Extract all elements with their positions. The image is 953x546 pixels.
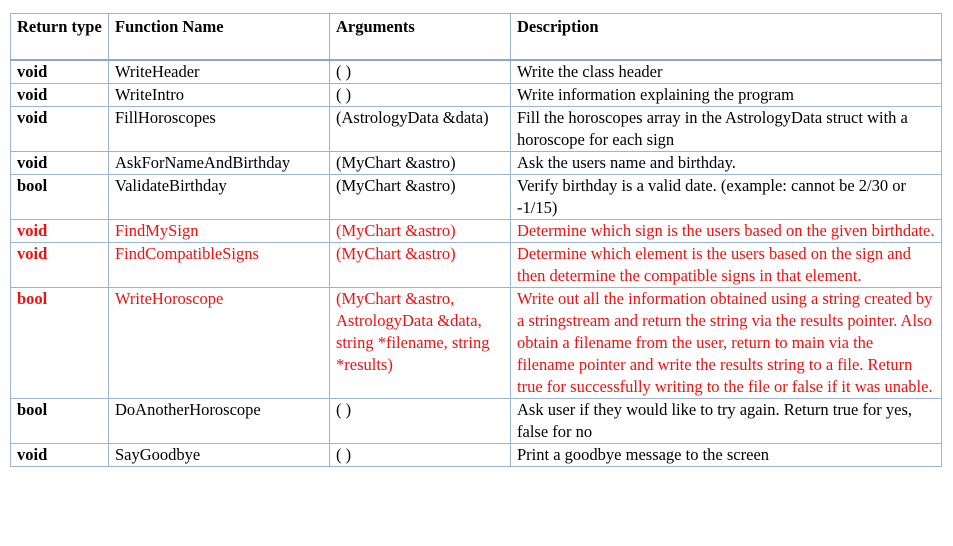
cell-description: Ask the users name and birthday. bbox=[511, 151, 942, 174]
cell-arguments: ( ) bbox=[330, 398, 511, 443]
cell-return-type: bool bbox=[11, 287, 109, 398]
table-row bbox=[11, 242, 942, 287]
cell-arguments: (MyChart &astro, AstrologyData &data, string *filename, string *results) bbox=[330, 287, 511, 398]
cell-arguments: (MyChart &astro) bbox=[330, 242, 511, 287]
header-return-type: Return type bbox=[11, 14, 109, 60]
header-row bbox=[11, 14, 942, 60]
table-row bbox=[11, 151, 942, 174]
header-arguments: Arguments bbox=[330, 14, 511, 60]
cell-return-type: void bbox=[11, 443, 109, 466]
cell-arguments: ( ) bbox=[330, 443, 511, 466]
cell-description: Print a goodbye message to the screen bbox=[511, 443, 942, 466]
cell-description: Determine which element is the users based on the sign and then determine the compatible signs in that element. bbox=[511, 242, 942, 287]
cell-function-name: FindMySign bbox=[109, 219, 330, 242]
table-row bbox=[11, 287, 942, 398]
table-row bbox=[11, 60, 942, 84]
table-row bbox=[11, 106, 942, 151]
cell-return-type: void bbox=[11, 60, 109, 84]
cell-function-name: DoAnotherHoroscope bbox=[109, 398, 330, 443]
table-row bbox=[11, 219, 942, 242]
cell-function-name: ValidateBirthday bbox=[109, 174, 330, 219]
cell-description: Verify birthday is a valid date. (example: cannot be 2/30 or -1/15) bbox=[511, 174, 942, 219]
header-description: Description bbox=[511, 14, 942, 60]
cell-description: Write the class header bbox=[511, 60, 942, 84]
cell-description: Write information explaining the program bbox=[511, 83, 942, 106]
cell-return-type: void bbox=[11, 219, 109, 242]
cell-description: Determine which sign is the users based on the given birthdate. bbox=[511, 219, 942, 242]
cell-function-name: AskForNameAndBirthday bbox=[109, 151, 330, 174]
cell-description: Ask user if they would like to try again. Return true for yes, false for no bbox=[511, 398, 942, 443]
table-row bbox=[11, 174, 942, 219]
header-function-name: Function Name bbox=[109, 14, 330, 60]
table-row bbox=[11, 398, 942, 443]
cell-arguments: ( ) bbox=[330, 60, 511, 84]
table-row bbox=[11, 443, 942, 466]
cell-return-type: void bbox=[11, 83, 109, 106]
cell-function-name: FindCompatibleSigns bbox=[109, 242, 330, 287]
cell-arguments: ( ) bbox=[330, 83, 511, 106]
cell-return-type: void bbox=[11, 106, 109, 151]
cell-return-type: void bbox=[11, 242, 109, 287]
cell-description: Fill the horoscopes array in the AstrologyData struct with a horoscope for each sign bbox=[511, 106, 942, 151]
cell-return-type: void bbox=[11, 151, 109, 174]
cell-description: Write out all the information obtained using a string created by a stringstream and return the string via the results pointer. Also obtain a filename from the user, return to main via the filename pointer and write the results string to a file. Return true for successfully writing to the file or false if it was unable. bbox=[511, 287, 942, 398]
cell-function-name: SayGoodbye bbox=[109, 443, 330, 466]
cell-return-type: bool bbox=[11, 174, 109, 219]
cell-function-name: WriteHeader bbox=[109, 60, 330, 84]
cell-function-name: WriteHoroscope bbox=[109, 287, 330, 398]
cell-arguments: (MyChart &astro) bbox=[330, 174, 511, 219]
table-body bbox=[11, 60, 942, 467]
cell-return-type: bool bbox=[11, 398, 109, 443]
cell-function-name: FillHoroscopes bbox=[109, 106, 330, 151]
cell-arguments: (MyChart &astro) bbox=[330, 151, 511, 174]
cell-arguments: (AstrologyData &data) bbox=[330, 106, 511, 151]
cell-function-name: WriteIntro bbox=[109, 83, 330, 106]
cell-arguments: (MyChart &astro) bbox=[330, 219, 511, 242]
table-row bbox=[11, 83, 942, 106]
function-table bbox=[10, 13, 942, 467]
